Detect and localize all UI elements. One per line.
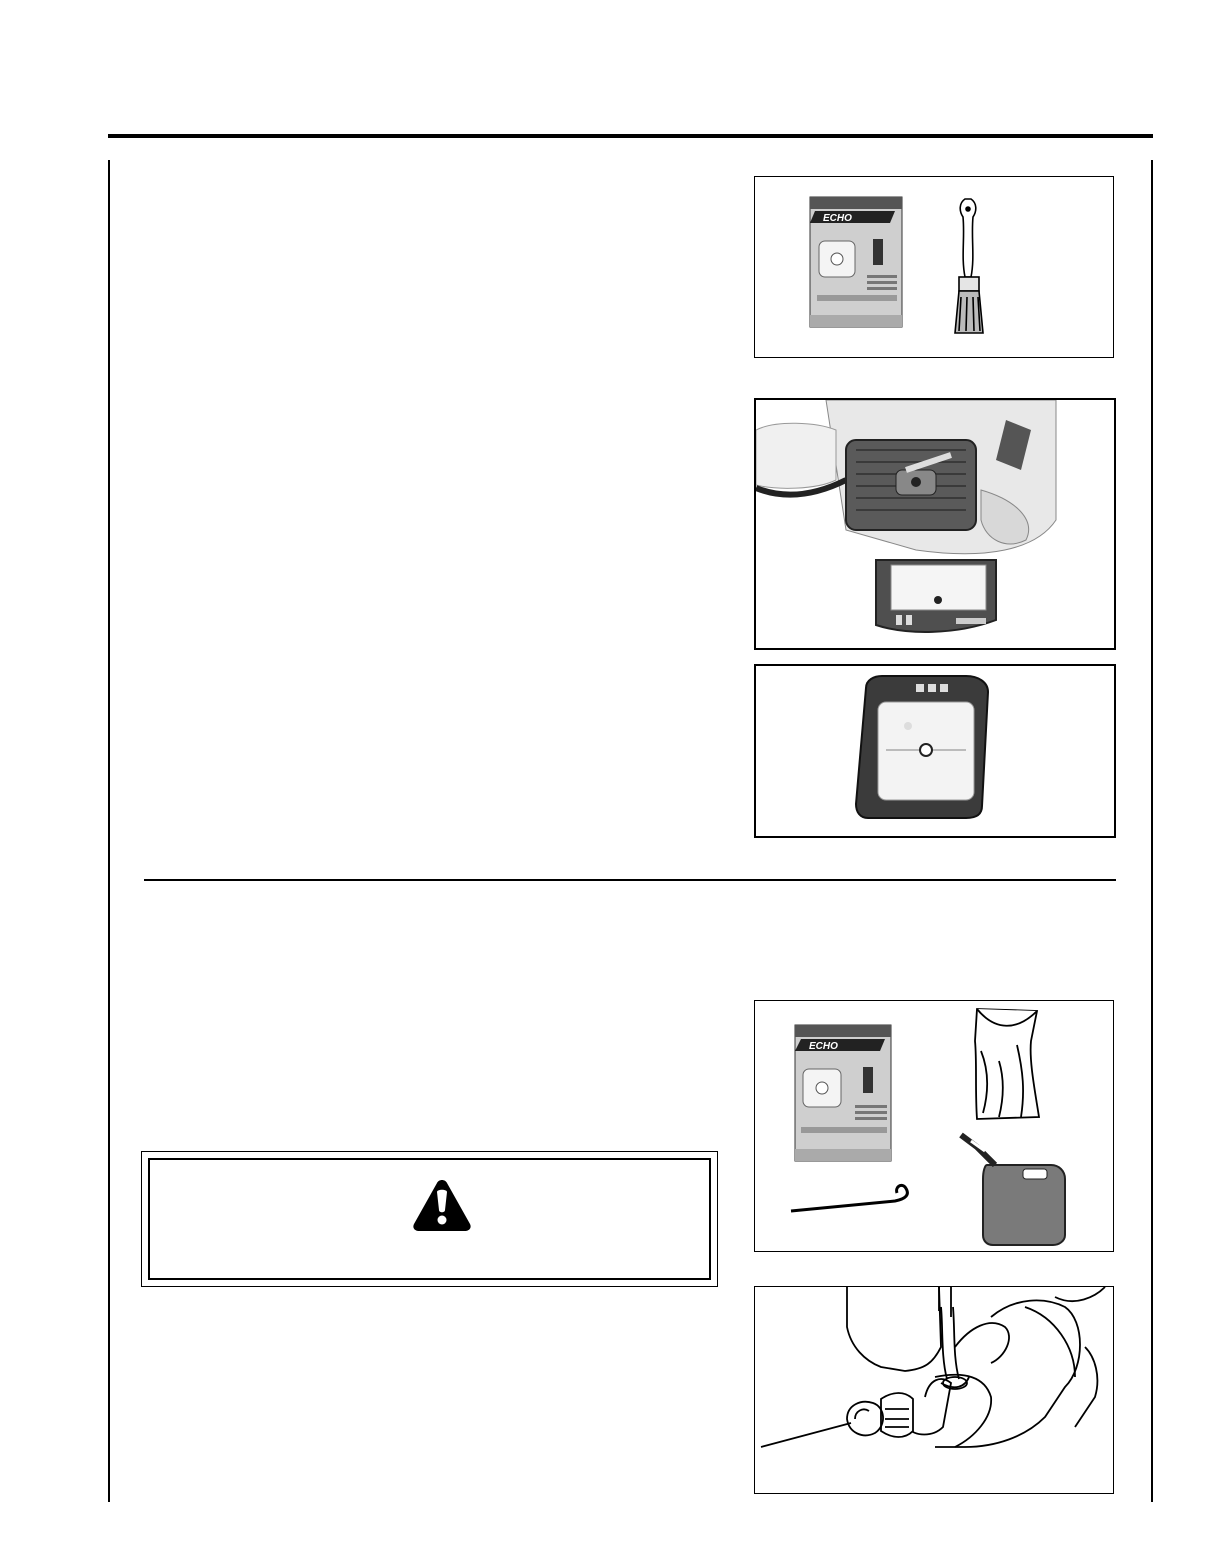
warning-box-inner (148, 1158, 711, 1280)
warning-box (141, 1151, 718, 1287)
header-rule (108, 134, 1153, 138)
fuel-can-icon (961, 1135, 1065, 1245)
brush-icon (955, 199, 983, 333)
wire-hook-icon (791, 1185, 907, 1211)
figure-fuel-filter-removal (754, 1286, 1114, 1494)
right-margin-line (1151, 160, 1153, 1502)
left-margin-line (108, 160, 110, 1502)
kit-package (810, 197, 902, 327)
section-divider (144, 879, 1116, 881)
figure-filter-kit-and-brush (754, 176, 1114, 358)
kit-logo-2: ECHO (809, 1041, 838, 1052)
kit-logo-1: ECHO (823, 213, 852, 224)
kit-package (795, 1025, 891, 1161)
figure-filter-in-cover (754, 664, 1116, 838)
figure-fuel-filter-tools (754, 1000, 1114, 1252)
warning-triangle-icon (412, 1178, 472, 1232)
figure-air-cleaner-open (754, 398, 1116, 650)
cloth-icon (975, 1009, 1039, 1119)
